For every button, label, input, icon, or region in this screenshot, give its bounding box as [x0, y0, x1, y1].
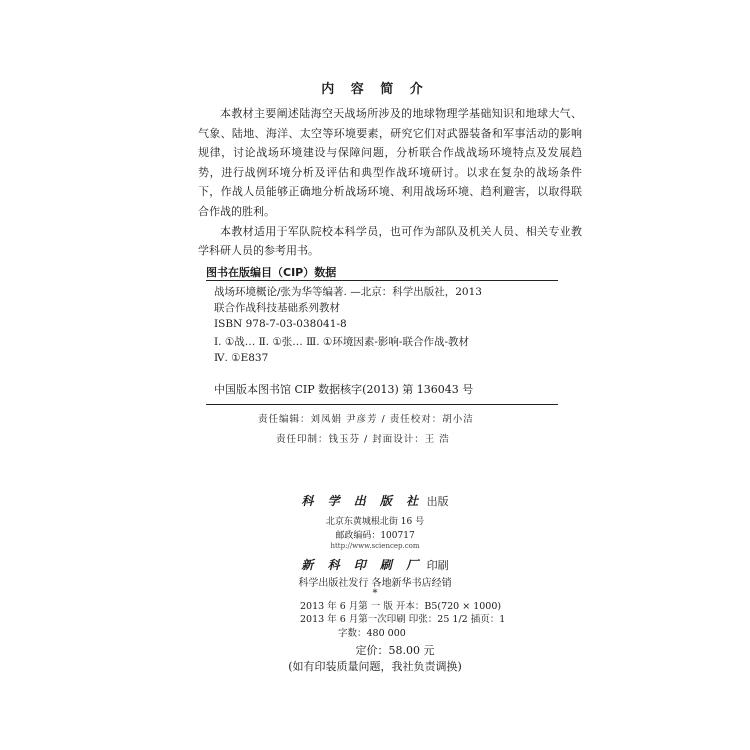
publisher-address: 北京东黄城根北街 16 号	[325, 517, 425, 527]
cip-line: 战场环境概论/张为华等编著. —北京：科学出版社，2013	[214, 286, 482, 298]
intro-paragraph: 本教材适用于军队院校本科学员，也可作为部队及机关人员、相关专业教学科研人员的参考用书。	[198, 224, 582, 258]
cip-heading: 图书在版编目（CIP）数据	[206, 266, 337, 279]
cip-line: Ⅰ. ①战… Ⅱ. ①张… Ⅲ. ①环境因素-影响-联合作战-教材	[214, 336, 469, 348]
publisher-url: http://www.sciencep.com	[330, 542, 420, 550]
publisher-postcode: 邮政编码：100717	[335, 531, 415, 541]
edition-line: 2013 年 6 月第 一 版 开本：B5(720 × 1000)	[300, 601, 502, 612]
publisher-line	[0, 492, 750, 509]
printer-suffix: 印刷	[426, 559, 449, 572]
distribution-line: 科学出版社发行 各地新华书店经销	[298, 578, 452, 589]
printer-line	[0, 556, 750, 573]
credits-production: 责任印制：钱玉芬 / 封面设计：王 浩	[276, 434, 450, 445]
cip-classification	[214, 334, 554, 366]
publisher-suffix: 出版	[426, 495, 449, 508]
cip-bottom-rule	[206, 404, 558, 405]
cip-record	[214, 284, 554, 332]
cip-verification-number: 中国版本图书馆 CIP 数据核字(2013) 第 136043 号	[214, 383, 474, 396]
separator-star: *	[372, 588, 378, 599]
credits-editors: 责任编辑：刘凤娟 尹彦芳 / 责任校对：胡小洁	[258, 414, 474, 425]
price: 定价：58.00 元	[355, 644, 435, 657]
intro-title: 内 容 简 介	[321, 82, 429, 97]
quality-note: (如有印装质量问题，我社负责调换)	[288, 660, 462, 673]
printer-name: 新 科 印 刷 厂	[301, 558, 424, 572]
cip-isbn: ISBN 978-7-03-038041-8	[214, 318, 347, 330]
cip-top-rule	[206, 280, 558, 281]
word-count: 字数：480 000	[338, 628, 406, 639]
cip-verification	[214, 382, 554, 398]
intro-paragraph: 本教材主要阐述陆海空天战场所涉及的地球物理学基础知识和地球大气、气象、陆地、海洋、太空等环境要素，研究它们对武器装备和军事活动的影响规律，讨论战场环境建设与保障问题，分析联合作战战场环境特点及发展趋势，进行战例环境分析及评估和典型作战环境研讨。以求在复杂的战场条件下，作战人员能够正确地分析战场环境、利用战场环境、趋利避害，以取得联合作战的胜利。	[198, 107, 582, 218]
printing-line: 2013 年 6 月第一次印刷 印张：25 1/2 插页：1	[300, 614, 506, 625]
publisher-name: 科 学 出 版 社	[301, 494, 424, 508]
cip-line: 联合作战科技基础系列教材	[214, 302, 340, 314]
cip-line: Ⅳ. ①E837	[214, 352, 269, 364]
intro-text	[198, 104, 582, 261]
